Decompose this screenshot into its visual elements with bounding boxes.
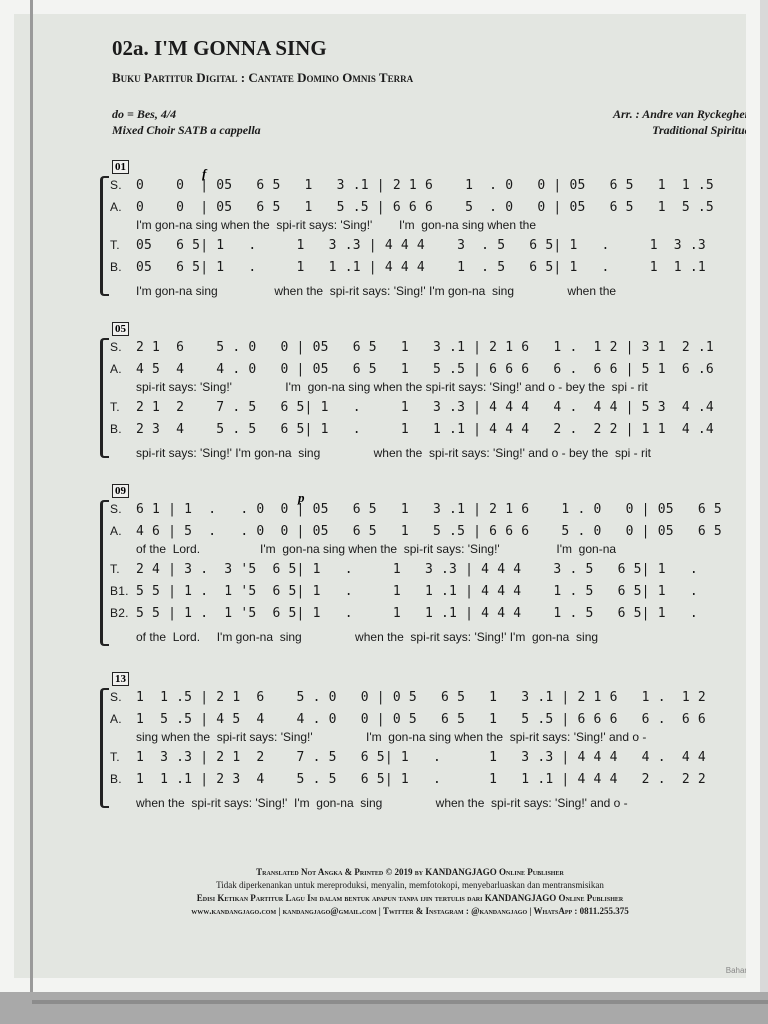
measure-number: 05	[112, 322, 129, 336]
corner-stamp: Bahan de	[725, 966, 760, 975]
footer-contacts: www.kandangjago.com | kandangjago@gmail.com | Twitter & Instagram : @kandangjago | WhatsApp : 0811.255.375	[191, 906, 629, 916]
lyric-line-lower: spi-rit says: 'Sing!' I'm gon-na sing when the spi-rit says: 'Sing!' and o - bey the spi - rit	[136, 446, 651, 460]
footer-edition: Edisi Ketikan Partitur Lagu Ini dalam bentuk apapun tanpa ijin tertulis dari KANDANGJAGO Online Publisher	[196, 893, 624, 903]
voice-label: T.	[110, 238, 120, 252]
voice-label: S.	[110, 502, 122, 516]
voice-row	[110, 750, 706, 765]
score-system	[100, 484, 750, 644]
notes: 6 1 | 1 . . 0 0 | 05 6 5 1 3 .1 | 2 1 6 1 . 0 0 | 05 6 5	[136, 502, 722, 517]
voice-row	[110, 524, 722, 539]
voice-label: S.	[110, 178, 122, 192]
notes: 2 1 2 7 . 5 6 5| 1 . 1 3 .3 | 4 4 4 4 . 4 4 | 5 3 4 .4	[136, 400, 714, 415]
notes: 0 0 | 05 6 5 1 5 .5 | 6 6 6 5 . 0 0 | 05 6 5 1 5 .5	[136, 200, 714, 215]
viewer-bottom-bar	[0, 992, 768, 1024]
voice-row	[110, 340, 714, 355]
voice-row	[110, 502, 722, 517]
lyric-line-upper: I'm gon-na sing when the spi-rit says: 'Sing!' I'm gon-na sing when the	[136, 218, 537, 232]
voice-row	[110, 772, 706, 787]
voice-row	[110, 362, 714, 377]
score-system	[100, 322, 750, 460]
lyric-line-upper: spi-rit says: 'Sing!' I'm gon-na sing when the spi-rit says: 'Sing!' and o - bey the spi - rit	[136, 380, 648, 394]
notes: 2 1 6 5 . 0 0 | 05 6 5 1 3 .1 | 2 1 6 1 . 1 2 | 3 1 2 .1	[136, 340, 714, 355]
viewer-divider	[32, 1000, 768, 1004]
lyric-line-lower: of the Lord. I'm gon-na sing when the spi-rit says: 'Sing!' I'm gon-na sing	[136, 630, 599, 644]
lyric-line-lower: when the spi-rit says: 'Sing!' I'm gon-na sing when the spi-rit says: 'Sing!' and o -	[136, 796, 628, 810]
notes: 0 0 | 05 6 5 1 3 .1 | 2 1 6 1 . 0 0 | 05 6 5 1 1 .5	[136, 178, 714, 193]
song-info-right	[613, 106, 754, 138]
voice-label: A.	[110, 712, 122, 726]
notes: 1 1 .1 | 2 3 4 5 . 5 6 5| 1 . 1 1 .1 | 4 4 4 2 . 2 2	[136, 772, 706, 787]
song-title: 02a. I'M GONNA SING	[112, 36, 327, 60]
key-signature: do = Bes, 4/4	[112, 107, 177, 121]
notes: 5 5 | 1 . 1 '5 6 5| 1 . 1 1 .1 | 4 4 4 1 . 5 6 5| 1 .	[136, 606, 698, 621]
notes: 2 3 4 5 . 5 6 5| 1 . 1 1 .1 | 4 4 4 2 . 2 2 | 1 1 4 .4	[136, 422, 714, 437]
system-brace	[100, 338, 109, 458]
voice-row	[110, 422, 714, 437]
measure-number: 13	[112, 672, 129, 686]
notes: 1 5 .5 | 4 5 4 4 . 0 0 | 0 5 6 5 1 5 .5 | 6 6 6 6 . 6 6	[136, 712, 706, 727]
score-system	[100, 160, 750, 298]
voice-label: T.	[110, 400, 120, 414]
voice-label: B.	[110, 422, 122, 436]
dynamic-marking: p	[298, 490, 305, 505]
lyric-line-upper: sing when the spi-rit says: 'Sing!' I'm gon-na sing when the spi-rit says: 'Sing!' and o -	[136, 730, 647, 744]
system-brace	[100, 688, 109, 808]
lyric-line-upper: of the Lord. I'm gon-na sing when the spi-rit says: 'Sing!' I'm gon-na	[136, 542, 617, 556]
song-info-left	[112, 106, 261, 138]
voice-label: B.	[110, 772, 122, 786]
voice-row	[110, 200, 714, 215]
page-number: 11	[735, 2, 748, 17]
voice-label: B.	[110, 260, 122, 274]
book-subtitle: Buku Partitur Digital : Cantate Domino Omnis Terra	[112, 70, 414, 85]
ensemble: Mixed Choir SATB a cappella	[112, 123, 261, 137]
voice-row	[110, 690, 706, 705]
measure-number: 01	[112, 160, 129, 174]
voice-row	[110, 238, 706, 253]
dynamic-marking: f	[202, 166, 207, 181]
arranger: Arr. : Andre van Ryckeghem	[612, 107, 754, 121]
measure-number: 09	[112, 484, 129, 498]
score-system	[100, 672, 750, 810]
origin: Traditional Spiritual	[652, 123, 754, 137]
notes: 1 3 .3 | 2 1 2 7 . 5 6 5| 1 . 1 3 .3 | 4 4 4 4 . 4 4	[136, 750, 706, 765]
voice-label: S.	[110, 340, 122, 354]
voice-row	[110, 584, 698, 599]
voice-label: A.	[110, 200, 122, 214]
notes: 4 5 4 4 . 0 0 | 05 6 5 1 5 .5 | 6 6 6 6 . 6 6 | 5 1 6 .6	[136, 362, 714, 377]
notes: 2 4 | 3 . 3 '5 6 5| 1 . 1 3 .3 | 4 4 4 3 . 5 6 5| 1 .	[136, 562, 698, 577]
voice-row	[110, 178, 714, 193]
voice-row	[110, 712, 706, 727]
voice-row	[110, 400, 714, 415]
notes: 4 6 | 5 . . 0 0 | 05 6 5 1 5 .5 | 6 6 6 5 . 0 0 | 05 6 5	[136, 524, 722, 539]
footer-copyright: Translated Not Angka & Printed © 2019 by KANDANGJAGO Online Publisher	[256, 867, 564, 877]
notes: 05 6 5| 1 . 1 1 .1 | 4 4 4 1 . 5 6 5| 1 . 1 1 .1	[136, 260, 706, 275]
voice-label: S.	[110, 690, 122, 704]
voice-row	[110, 260, 706, 275]
lyric-line-lower: I'm gon-na sing when the spi-rit says: 'Sing!' I'm gon-na sing when the	[136, 284, 617, 298]
voice-label: A.	[110, 524, 122, 538]
voice-label: T.	[110, 750, 120, 764]
notes: 1 1 .5 | 2 1 6 5 . 0 0 | 0 5 6 5 1 3 .1 | 2 1 6 1 . 1 2	[136, 690, 706, 705]
system-brace	[100, 176, 109, 296]
voice-row	[110, 562, 698, 577]
voice-label: B1.	[110, 584, 129, 598]
notes: 5 5 | 1 . 1 '5 6 5| 1 . 1 1 .1 | 4 4 4 1 . 5 6 5| 1 .	[136, 584, 698, 599]
system-brace	[100, 500, 109, 646]
voice-row	[110, 606, 698, 621]
notes: 05 6 5| 1 . 1 3 .3 | 4 4 4 3 . 5 6 5| 1 . 1 3 .3	[136, 238, 706, 253]
footer	[60, 866, 760, 918]
book-spine-edge	[30, 0, 33, 1010]
voice-label: B2.	[110, 606, 129, 620]
voice-label: A.	[110, 362, 122, 376]
voice-label: T.	[110, 562, 120, 576]
footer-notice: Tidak diperkenankan untuk mereproduksi, menyalin, memfotokopi, menyebarluaskan dan mentransmisikan	[216, 880, 604, 890]
